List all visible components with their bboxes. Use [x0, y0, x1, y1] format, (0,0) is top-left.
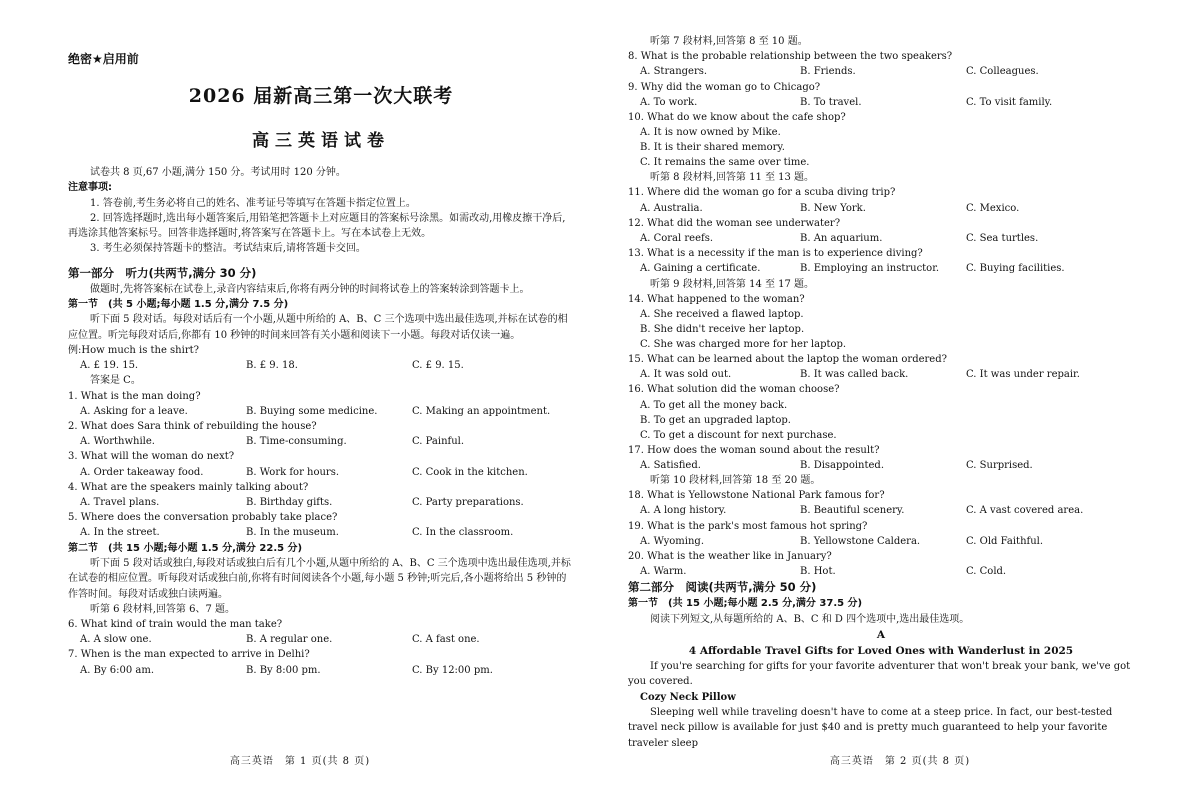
option-b: B. Birthday gifts.: [246, 497, 333, 508]
question-text: 4. What are the speakers mainly talking about?: [68, 481, 309, 493]
option-a: A. Gaining a certificate.: [640, 263, 761, 275]
section2-heading: 第二节 (共 15 小题;每小题 1.5 分,满分 22.5 分): [68, 542, 303, 554]
material-10-label: 听第 10 段材料,回答第 18 至 20 题。: [650, 475, 821, 487]
option-a: A. By 6:00 am.: [80, 664, 155, 676]
option-b: B. Employing an instructor.: [800, 263, 940, 275]
option-c: C. £ 9. 15.: [412, 360, 464, 372]
option-a: A. It is now owned by Mike.: [640, 127, 781, 139]
notes-heading: 注意事项:: [68, 182, 112, 194]
option-c: C. A fast one.: [412, 634, 480, 646]
question-text: 2. What does Sara think of rebuilding the house?: [68, 420, 317, 432]
option-c: C. To visit family.: [966, 96, 1053, 108]
option-a: A. A slow one.: [80, 634, 152, 646]
part1-heading: 第一部分 听力(共两节,满分 30 分): [68, 265, 257, 280]
example-question: 例:How much is the shirt?: [68, 344, 199, 356]
question-1: [68, 389, 574, 419]
option-a: A. Asking for a leave.: [80, 405, 188, 417]
option-a: A. Strangers.: [640, 66, 708, 78]
example-options: [68, 358, 574, 373]
option-c: C. By 12:00 pm.: [412, 664, 493, 676]
option-b: B. In the museum.: [246, 527, 339, 539]
section2-instructions: 听下面 5 段对话或独白,每段对话或独白后有几个小题,从题中所给的 A、B、C 三个选项中选出最佳选项,并标在试卷的相应位置。听每段对话或独白前,你将有时间阅读各个小题,每小题 5 秒钟;听完后,各小题将给出 5 秒钟的作答时间。每段对话或独白读两遍。: [68, 557, 571, 600]
question-text: 11. Where did the woman go for a scuba diving trip?: [628, 187, 896, 199]
question-14: [628, 292, 1134, 352]
option-a: A. Wyoming.: [640, 535, 705, 547]
question-16: [628, 382, 1134, 442]
question-11: [628, 185, 1134, 215]
option-b: B. New York.: [800, 202, 866, 214]
option-b: B. She didn't receive her laptop.: [640, 324, 805, 336]
option-c: C. Surprised.: [966, 459, 1033, 471]
material-8-label: 听第 8 段材料,回答第 11 至 13 题。: [650, 172, 815, 184]
question-text: 17. How does the woman sound about the result?: [628, 444, 880, 456]
option-c: C. Old Faithful.: [966, 535, 1044, 547]
question-text: 1. What is the man doing?: [68, 390, 201, 402]
question-19: [628, 519, 1134, 549]
passage-paragraph-1: If you're searching for gifts for your favorite adventurer that won't break your bank, we've got you covered.: [628, 661, 1131, 688]
option-a: A. Order takeaway food.: [80, 466, 204, 478]
option-b: B. To get an upgraded laptop.: [640, 414, 791, 426]
reading-section1-instructions: 阅读下列短文,从每题所给的 A、B、C 和 D 四个选项中,选出最佳选项。: [650, 613, 970, 625]
question-17: [628, 443, 1134, 473]
option-b: B. It was called back.: [800, 369, 909, 381]
option-b: B. Disappointed.: [800, 459, 884, 471]
reading-section1-heading: 第一节 (共 15 小题;每小题 2.5 分,满分 37.5 分): [628, 598, 863, 610]
option-c: C. Sea turtles.: [966, 233, 1039, 245]
question-15: [628, 352, 1134, 382]
passage-paragraph-2: Sleeping well while traveling doesn't have to come at a steep price. In fact, our best-tested travel neck pillow is available for just $40 and is pretty much guaranteed to help your favorite traveler sleep: [628, 707, 1113, 749]
option-a: A. Satisfied.: [640, 459, 701, 471]
option-c: C. Painful.: [412, 436, 465, 448]
page-2: [600, 0, 1200, 797]
question-9: [628, 80, 1134, 110]
passage-title: 4 Affordable Travel Gifts for Loved Ones with Wanderlust in 2025: [688, 645, 1074, 658]
exam-intro: 试卷共 8 页,67 小题,满分 150 分。考试用时 120 分钟。: [90, 167, 346, 178]
material-7-label: 听第 7 段材料,回答第 8 至 10 题。: [650, 36, 808, 47]
option-b: B. Yellowstone Caldera.: [800, 535, 921, 547]
option-a: A. Worthwhile.: [80, 436, 155, 448]
question-text: 16. What solution did the woman choose?: [628, 384, 840, 396]
option-c: C. Party preparations.: [412, 497, 524, 508]
page-footer: 高三英语 第 2 页(共 8 页): [829, 756, 971, 767]
question-text: 13. What is a necessity if the man is to experience diving?: [628, 248, 923, 260]
option-a: A. Travel plans.: [80, 497, 160, 508]
question-3: [68, 449, 574, 479]
option-a: A. To get all the money back.: [640, 399, 788, 411]
question-text: 5. Where does the conversation probably take place?: [68, 512, 338, 524]
option-c: C. Cold.: [966, 566, 1007, 578]
page-footer: 高三英语 第 1 页(共 8 页): [229, 756, 371, 767]
question-text: 20. What is the weather like in January?: [628, 551, 832, 563]
question-text: 9. Why did the woman go to Chicago?: [628, 81, 821, 93]
question-12: [628, 216, 1134, 246]
question-6: [68, 617, 574, 647]
question-text: 7. When is the man expected to arrive in Delhi?: [68, 649, 310, 661]
question-4: [68, 480, 574, 510]
option-c: C. It was under repair.: [966, 369, 1080, 381]
question-text: 14. What happened to the woman?: [628, 293, 805, 305]
option-b: B. Work for hours.: [246, 466, 340, 478]
option-b: B. Hot.: [800, 566, 836, 578]
question-text: 8. What is the probable relationship between the two speakers?: [628, 51, 953, 63]
confidential-label: 绝密★启用前: [68, 52, 139, 66]
exam-title: 2026 届新高三第一次大联考: [188, 85, 454, 107]
option-a: A. In the street.: [80, 527, 160, 539]
section1-heading: 第一节 (共 5 小题;每小题 1.5 分,满分 7.5 分): [68, 299, 289, 311]
option-b: B. Beautiful scenery.: [800, 505, 905, 517]
option-b: B. A regular one.: [246, 634, 333, 646]
option-a: A. Warm.: [640, 566, 687, 578]
question-text: 15. What can be learned about the laptop the woman ordered?: [628, 354, 947, 366]
question-text: 12. What did the woman see underwater?: [628, 217, 841, 229]
question-7: [68, 647, 574, 677]
option-c: C. Buying facilities.: [966, 263, 1065, 275]
part2-heading: 第二部分 阅读(共两节,满分 50 分): [628, 580, 817, 595]
option-c: C. Cook in the kitchen.: [412, 466, 528, 478]
option-b: B. An aquarium.: [800, 233, 883, 245]
question-8: [628, 49, 1134, 79]
example-answer: 答案是 C。: [90, 375, 141, 387]
question-text: 10. What do we know about the cafe shop?: [628, 112, 846, 124]
question-text: 18. What is Yellowstone National Park famous for?: [628, 490, 885, 502]
question-13: [628, 246, 1134, 276]
passage-subheading-1: Cozy Neck Pillow: [640, 691, 736, 703]
option-c: C. Colleagues.: [966, 66, 1039, 78]
note-2: 2. 回答选择题时,选出每小题答案后,用铅笔把答题卡上对应题目的答案标号涂黑。如需改动,用橡皮擦干净后,再选涂其他答案标号。回答非选择题时,将答案写在答题卡上。写在本试卷上无效。: [68, 212, 566, 240]
option-b: B. Buying some medicine.: [246, 405, 378, 417]
option-b: B. £ 9. 18.: [246, 360, 298, 372]
option-c: C. Mexico.: [966, 202, 1020, 214]
option-b: B. Time-consuming.: [246, 436, 347, 448]
question-20: [628, 549, 1134, 579]
question-text: 6. What kind of train would the man take?: [68, 619, 283, 630]
option-a: A. Coral reefs.: [640, 233, 713, 245]
material-9-label: 听第 9 段材料,回答第 14 至 17 题。: [650, 278, 815, 290]
option-b: B. Friends.: [800, 66, 856, 78]
option-a: A. She received a flawed laptop.: [640, 309, 804, 321]
question-text: 19. What is the park's most famous hot spring?: [628, 520, 868, 532]
option-a: A. £ 19. 15.: [80, 360, 139, 372]
section1-instructions: 听下面 5 段对话。每段对话后有一个小题,从题中所给的 A、B、C 三个选项中选出最佳选项,并标在试卷的相应位置。听完每段对话后,你都有 10 秒钟的时间来回答有关小题和阅读下一小题。每段对话仅读一遍。: [68, 314, 568, 341]
option-c: C. She was charged more for her laptop.: [640, 339, 847, 351]
option-c: C. To get a discount for next purchase.: [640, 429, 837, 441]
note-1: 1. 答卷前,考生务必将自己的姓名、准考证号等填写在答题卡指定位置上。: [90, 197, 416, 209]
option-a: A. To work.: [640, 96, 698, 108]
option-b: B. It is their shared memory.: [640, 142, 785, 154]
option-c: C. It remains the same over time.: [640, 157, 810, 169]
option-a: A. A long history.: [640, 505, 727, 517]
note-3: 3. 考生必须保持答题卡的整洁。考试结束后,请将答题卡交回。: [90, 243, 366, 255]
part1-instructions: 做题时,先将答案标在试卷上,录音内容结束后,你将有两分钟的时间将试卷上的答案转涂到答题卡上。: [90, 283, 530, 295]
question-18: [628, 488, 1134, 518]
option-c: C. A vast covered area.: [966, 505, 1084, 517]
question-10: [628, 110, 1134, 170]
material-6-label: 听第 6 段材料,回答第 6、7 题。: [90, 603, 235, 615]
option-b: B. To travel.: [800, 96, 862, 108]
option-b: B. By 8:00 pm.: [246, 664, 321, 676]
passage-label: A: [876, 629, 886, 642]
question-5: [68, 510, 574, 540]
option-c: C. Making an appointment.: [412, 405, 551, 417]
option-c: C. In the classroom.: [412, 527, 514, 539]
option-a: A. Australia.: [640, 202, 703, 214]
question-text: 3. What will the woman do next?: [68, 451, 235, 463]
option-a: A. It was sold out.: [640, 369, 732, 381]
exam-subtitle: 高三英语试卷: [252, 131, 390, 151]
question-2: [68, 419, 574, 449]
